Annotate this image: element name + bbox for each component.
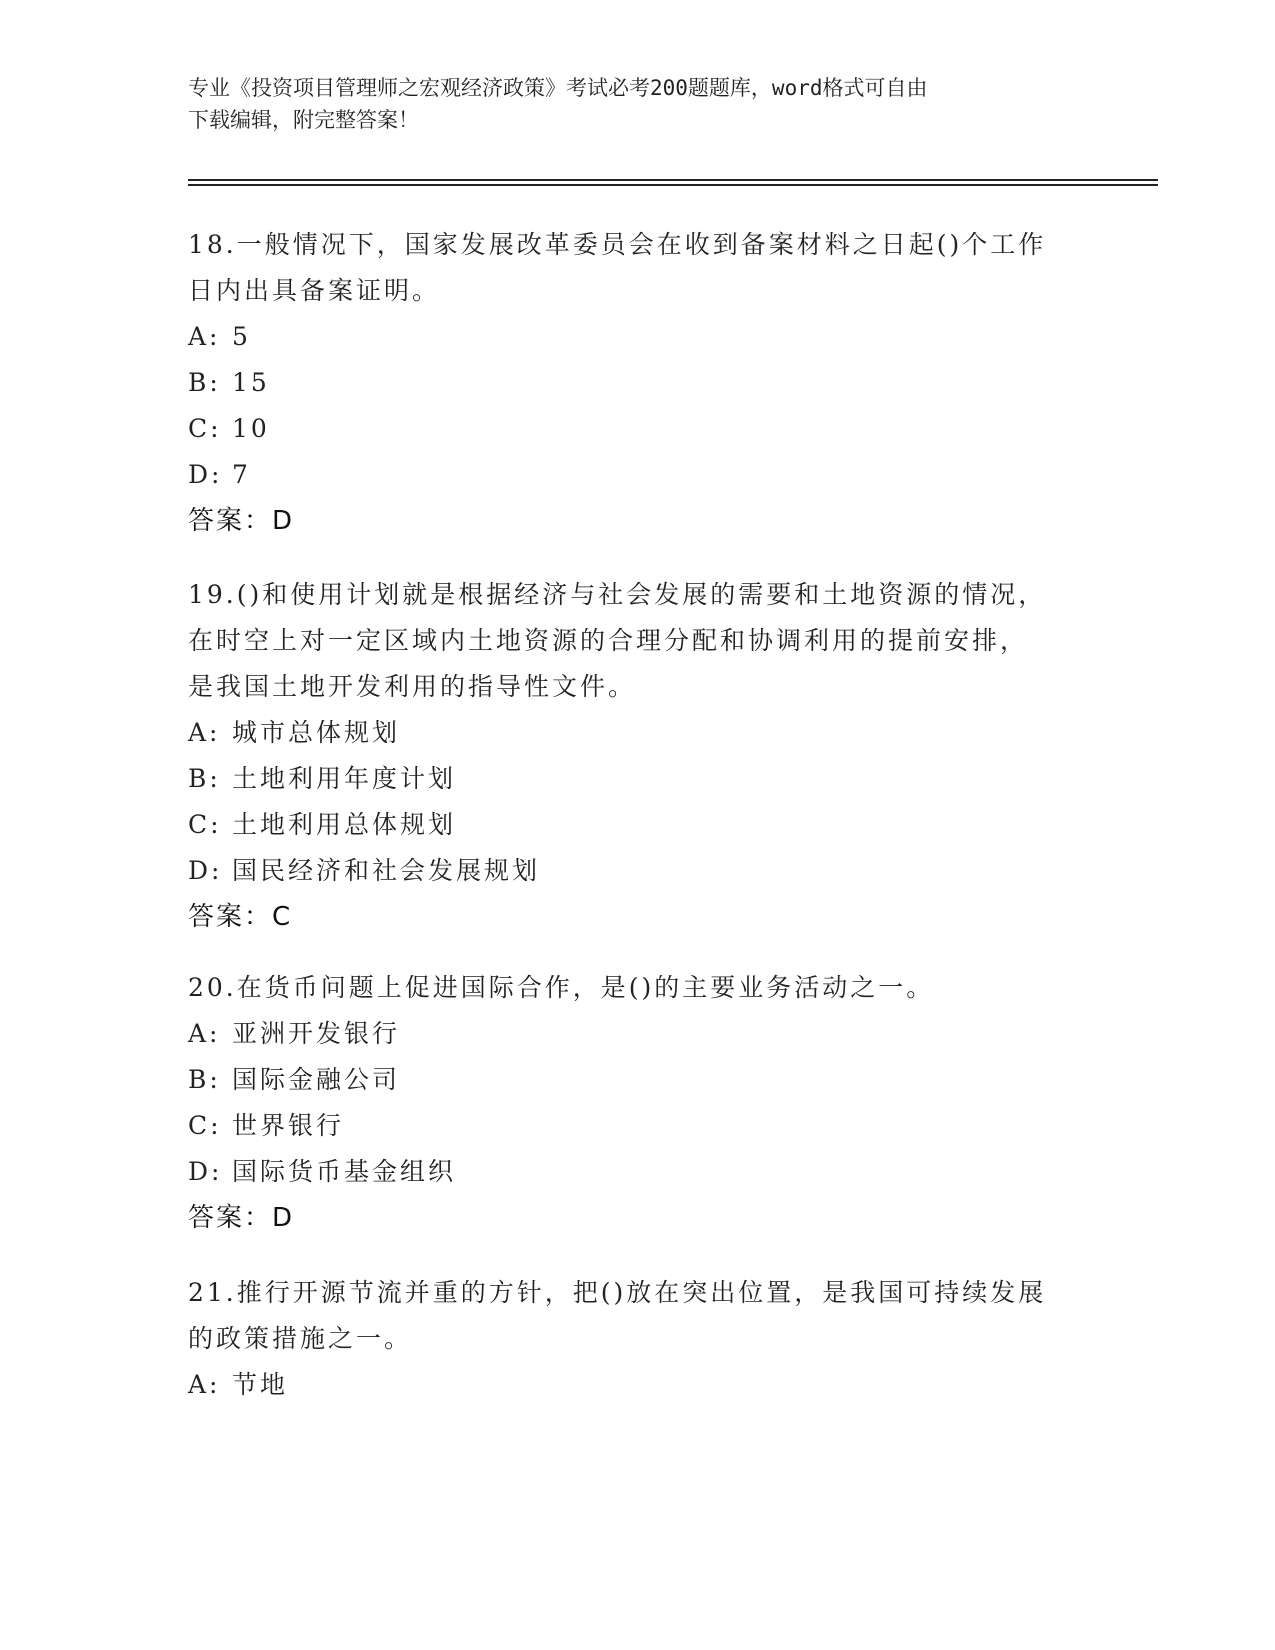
option-text: 世界银行 <box>232 1111 345 1140</box>
option-c <box>188 406 1088 452</box>
option-b <box>188 360 1088 406</box>
option-a <box>188 314 1088 360</box>
option-c <box>188 1103 1088 1149</box>
option-text: 国际货币基金组织 <box>232 1157 457 1186</box>
question-19 <box>188 572 1088 940</box>
option-text: 城市总体规划 <box>232 718 401 747</box>
question-text-line: 是我国土地开发利用的指导性文件。 <box>188 672 637 701</box>
question-text-line: 在时空上对一定区域内土地资源的合理分配和协调利用的提前安排， <box>188 626 1029 655</box>
answer: 答案：C <box>188 902 293 932</box>
question-20 <box>188 965 1088 1241</box>
question-text-line: 19.()和使用计划就是根据经济与社会发展的需要和土地资源的情况， <box>188 580 1047 609</box>
header-line-2: 下载编辑，附完整答案！ <box>188 108 419 132</box>
option-d <box>188 848 1088 894</box>
option-text: 节地 <box>232 1370 289 1399</box>
question-text-line: 的政策措施之一。 <box>188 1324 413 1353</box>
answer: 答案：D <box>188 506 295 536</box>
option-d <box>188 1149 1088 1195</box>
option-label: C: <box>188 1111 222 1140</box>
option-a <box>188 710 1088 756</box>
document-header <box>188 72 1088 136</box>
question-text-line: 日内出具备案证明。 <box>188 276 441 305</box>
option-label: D: <box>188 460 223 489</box>
option-label: C: <box>188 414 222 443</box>
option-text: 土地利用年度计划 <box>232 764 457 793</box>
option-text: 15 <box>232 368 270 397</box>
option-text: 国际金融公司 <box>232 1065 401 1094</box>
option-text: 亚洲开发银行 <box>232 1019 401 1048</box>
option-label: C: <box>188 810 222 839</box>
option-label: D: <box>188 1157 223 1186</box>
option-text: 国民经济和社会发展规划 <box>232 856 541 885</box>
header-line-1: 专业《投资项目管理师之宏观经济政策》考试必考200题题库，word格式可自由 <box>188 76 928 100</box>
option-label: B: <box>188 764 221 793</box>
option-text: 5 <box>232 322 251 351</box>
question-text-line: 20.在货币问题上促进国际合作，是()的主要业务活动之一。 <box>188 973 935 1002</box>
option-label: A: <box>188 1019 221 1048</box>
option-text: 土地利用总体规划 <box>232 810 457 839</box>
option-label: A: <box>188 1370 221 1399</box>
option-b <box>188 1057 1088 1103</box>
header-divider-top <box>188 179 1158 181</box>
header-divider-bottom <box>188 184 1158 186</box>
option-a <box>188 1011 1088 1057</box>
option-label: B: <box>188 368 221 397</box>
question-18 <box>188 222 1088 544</box>
option-label: B: <box>188 1065 221 1094</box>
option-label: D: <box>188 856 223 885</box>
answer: 答案：D <box>188 1203 295 1233</box>
option-label: A: <box>188 718 221 747</box>
question-text-line: 18.一般情况下，国家发展改革委员会在收到备案材料之日起()个工作 <box>188 230 1047 259</box>
question-text-line: 21.推行开源节流并重的方针，把()放在突出位置，是我国可持续发展 <box>188 1278 1047 1307</box>
option-label: A: <box>188 322 221 351</box>
option-c <box>188 802 1088 848</box>
option-text: 7 <box>232 460 251 489</box>
option-text: 10 <box>232 414 270 443</box>
option-d <box>188 452 1088 498</box>
question-21 <box>188 1270 1088 1408</box>
option-a <box>188 1362 1088 1408</box>
option-b <box>188 756 1088 802</box>
